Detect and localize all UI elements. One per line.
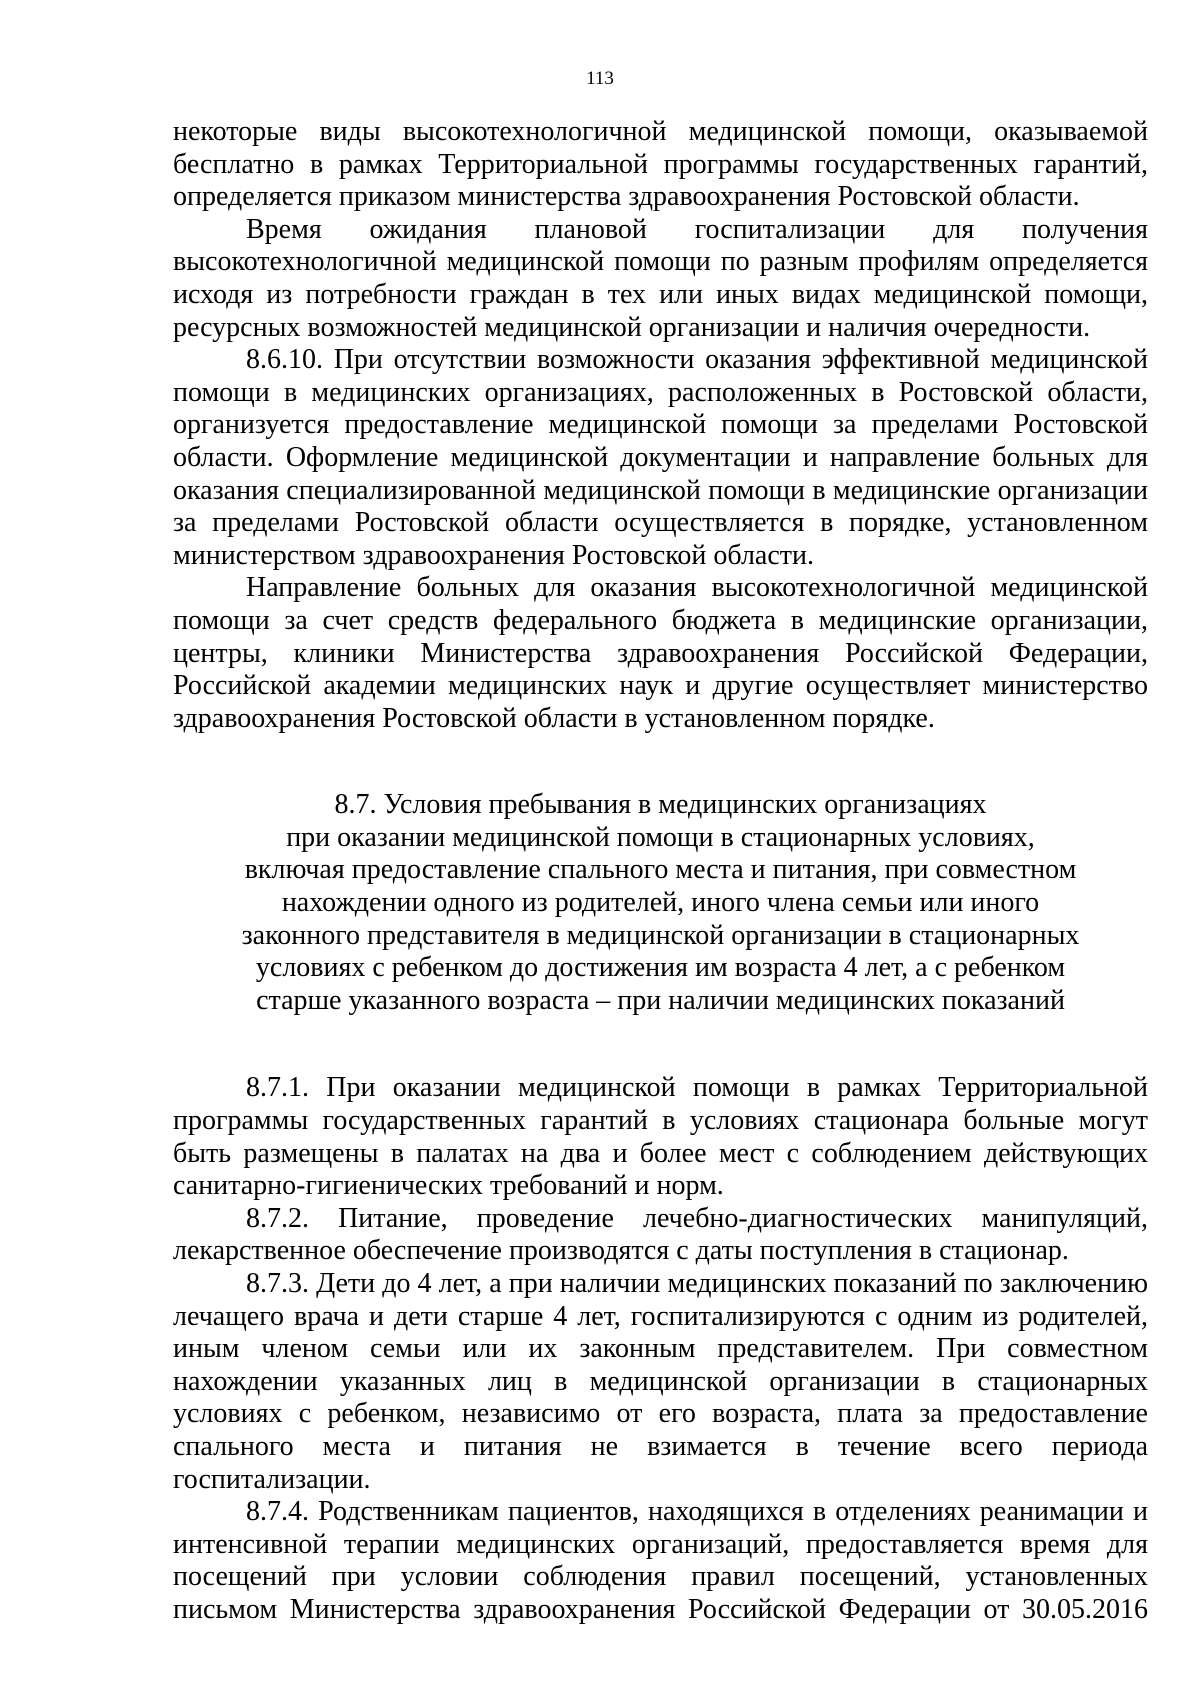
paragraph-8-7-3: 8.7.3. Дети до 4 лет, а при наличии медицинских показаний по заключению лечащего врача и дети старше 4 лет, госпитализируются с одним из родителей, иным членом семьи или их законным представителем. При совместном нахождении указанных лиц в медицинской организации в стационарных условиях с ребенком, независимо от его возраста, плата за предоставление спального места и питания не взимается в течение всего периода госпитализации. (173, 1268, 1148, 1495)
paragraph-hitech-care-list: некоторые виды высокотехнологичной медицинской помощи, оказываемой бесплатно в рамках Территориальной программы государственных гарантий, определяется приказом министерства здравоохранения Ростовской области. (173, 116, 1148, 213)
heading-line: законного представителя в медицинской организации в стационарных (241, 919, 1080, 951)
heading-line: включая предоставление спального места и питания, при совместном (244, 854, 1077, 886)
heading-line: 8.7. Условия пребывания в медицинских организациях (334, 789, 987, 821)
paragraph-8-6-10: 8.6.10. При отсутствии возможности оказания эффективной медицинской помощи в медицинских организациях, расположенных в Ростовской области, организуется предоставление медицинской помощи за пределами Ростовской области. Оформление медицинской документации и направление больных для оказания специализированной медицинской помощи в медицинские организации за пределами Ростовской области осуществляется в порядке, установленном министерством здравоохранения Ростовской области. (173, 344, 1148, 571)
paragraph-8-7-1: 8.7.1. При оказании медицинской помощи в рамках Территориальной программы государственных гарантий в условиях стационара больные могут быть размещены в палатах на два и более мест с соблюдением действующих санитарно-гигиенических требований и норм. (173, 1072, 1148, 1202)
document-body (173, 116, 1148, 1627)
page-number: 113 (586, 68, 614, 89)
paragraph-8-7-2: 8.7.2. Питание, проведение лечебно-диагностических манипуляций, лекарственное обеспечение производятся с даты поступления в стационар. (173, 1202, 1148, 1267)
heading-line: старше указанного возраста – при наличии медицинских показаний (256, 984, 1065, 1016)
paragraph-federal-budget-referral: Направление больных для оказания высокотехнологичной медицинской помощи за счет средств федерального бюджета в медицинские организации, центры, клиники Министерства здравоохранения Российской Федерации, Российской академии медицинских наук и другие осуществляет министерство здравоохранения Ростовской области в установленном порядке. (173, 572, 1148, 734)
heading-line: условиях с ребенком до достижения им возраста 4 лет, а с ребенком (255, 952, 1066, 984)
section-heading-8-7 (173, 789, 1148, 1017)
paragraph-8-7-4: 8.7.4. Родственникам пациентов, находящихся в отделениях реанимации и интенсивной терапии медицинских организаций, предоставляется время для посещений при условии соблюдения правил посещений, установленных письмом Министерства здравоохранения Российской Федерации от 30.05.2016 (173, 1496, 1148, 1625)
heading-line: при оказании медицинской помощи в стационарных условиях, (286, 821, 1035, 853)
heading-line: нахождении одного из родителей, иного члена семьи или иного (281, 887, 1040, 919)
paragraph-waiting-time: Время ожидания плановой госпитализации для получения высокотехнологичной медицинской помощи по разным профилям определяется исходя из потребности граждан в тех или иных видах медицинской помощи, ресурсных возможностей медицинской организации и наличия очередности. (173, 213, 1148, 343)
